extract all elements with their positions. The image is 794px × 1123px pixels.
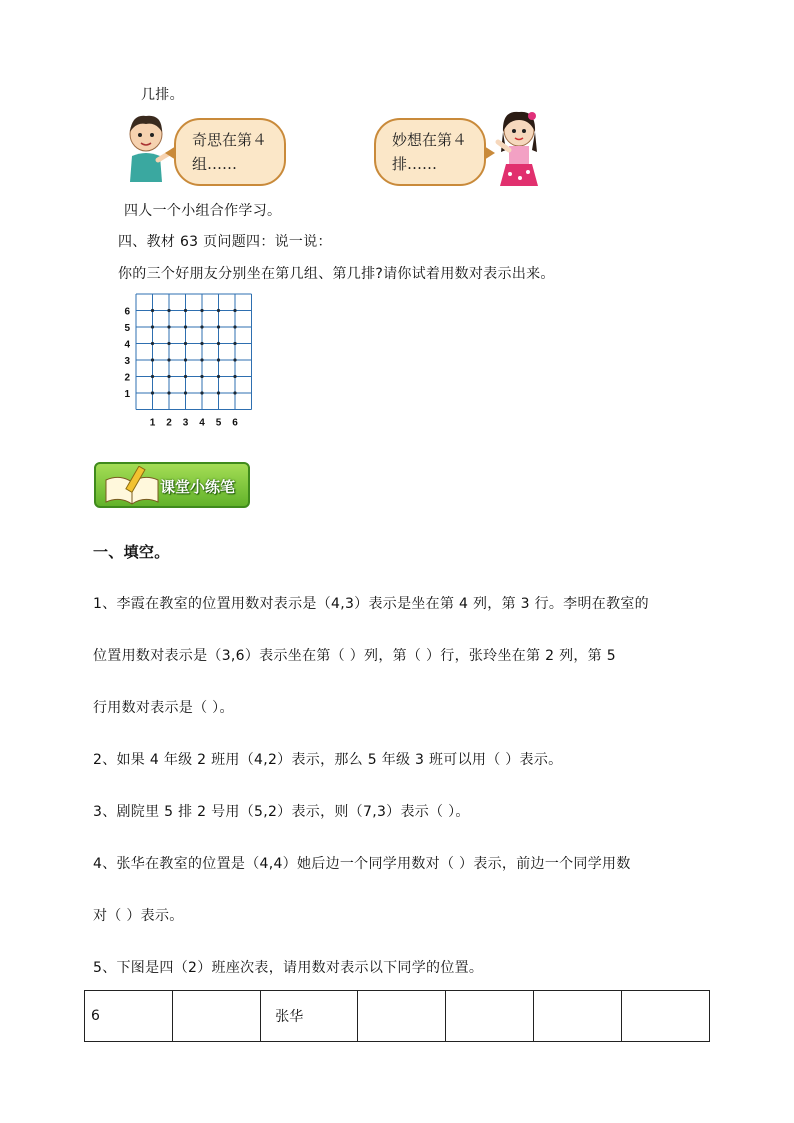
table-cell [173, 991, 261, 1042]
boy-illustration [122, 112, 170, 182]
grid-point [217, 325, 220, 328]
practice-banner [94, 462, 250, 508]
x-tick-label: 2 [166, 417, 172, 428]
grid-point [184, 391, 187, 394]
question-2: 2、如果 4 年级 2 班用（4,2）表示，那么 5 年级 3 班可以用（ ）表示。 [93, 752, 563, 768]
coordinate-grid [110, 290, 270, 428]
fill-in-heading: 一、填空。 [93, 543, 170, 561]
grid-point [233, 358, 236, 361]
grid-point [167, 358, 170, 361]
x-tick-label: 6 [232, 417, 238, 428]
book-pencil-icon [102, 466, 162, 506]
grid-point [233, 375, 236, 378]
grid-point [184, 358, 187, 361]
grid-point [217, 375, 220, 378]
grid-point [167, 391, 170, 394]
question-4-line-1: 4、张华在教室的位置是（4,4）她后边一个同学用数对（ ）表示，前边一个同学用数 [93, 856, 631, 872]
grid-point [167, 325, 170, 328]
question-1-line-1: 1、李霞在教室的位置用数对表示是（4,3）表示是坐在第 4 列，第 3 行。李明在教室的 [93, 596, 649, 612]
question-5: 5、下图是四（2）班座次表，请用数对表示以下同学的位置。 [93, 960, 484, 976]
table-cell [357, 991, 445, 1042]
grid-point [217, 391, 220, 394]
question-1-line-2: 位置用数对表示是（3,6）表示坐在第（ ）列，第（ ）行，张玲坐在第 2 列，第 5 [93, 648, 616, 664]
grid-point [233, 342, 236, 345]
y-tick-label: 1 [124, 389, 130, 400]
x-tick-label: 4 [199, 417, 205, 428]
section4-title: 四、教材 63 页问题四：说一说： [118, 234, 332, 250]
y-tick-label: 2 [124, 372, 130, 384]
table-cell: 6 [85, 991, 173, 1042]
top-text: 几排。 [141, 87, 184, 103]
grid-point [233, 309, 236, 312]
grid-point [167, 342, 170, 345]
speech-bubble-qisi: 奇思在第４组…… [174, 118, 286, 186]
grid-point [184, 325, 187, 328]
grid-point [233, 325, 236, 328]
grid-point [167, 375, 170, 378]
question-4-line-2: 对（ ）表示。 [93, 908, 184, 924]
question-1-line-3: 行用数对表示是（ ）。 [93, 700, 234, 716]
girl-illustration [494, 106, 544, 188]
table-cell [621, 991, 709, 1042]
x-tick-label: 1 [149, 417, 156, 428]
grid-point [151, 342, 154, 345]
y-tick-label: 4 [124, 339, 130, 351]
grid-point [151, 375, 154, 378]
y-tick-label: 6 [124, 306, 130, 318]
grid-point [200, 391, 203, 394]
grid-point [151, 391, 154, 394]
y-tick-label: 5 [124, 323, 130, 334]
grid-point [233, 391, 236, 394]
grid-point [200, 342, 203, 345]
grid-point [184, 309, 187, 312]
grid-point [200, 358, 203, 361]
x-tick-label: 3 [182, 417, 189, 428]
banner-label: 课堂小练笔 [160, 478, 236, 496]
seating-table [84, 990, 710, 1042]
y-tick-label: 3 [124, 356, 130, 367]
table-cell [533, 991, 621, 1042]
grid-point [217, 342, 220, 345]
grid-point [151, 358, 154, 361]
grid-point [184, 375, 187, 378]
grid-point [200, 325, 203, 328]
table-cell: 张华 [261, 991, 357, 1042]
grid-point [151, 309, 154, 312]
table-row [85, 991, 710, 1042]
group-study-text: 四人一个小组合作学习。 [124, 203, 282, 219]
grid-point [151, 325, 154, 328]
section4-question: 你的三个好朋友分别坐在第几组、第几排?请你试着用数对表示出来。 [118, 266, 555, 282]
grid-point [217, 309, 220, 312]
speech-bubble-miaoxiang: 妙想在第４排…… [374, 118, 486, 186]
grid-point [167, 309, 170, 312]
table-cell [445, 991, 533, 1042]
grid-point [217, 358, 220, 361]
x-tick-label: 5 [215, 417, 222, 428]
grid-point [184, 342, 187, 345]
grid-point [200, 375, 203, 378]
question-3: 3、剧院里 5 排 2 号用（5,2）表示，则（7,3）表示（ ）。 [93, 804, 470, 820]
grid-point [200, 309, 203, 312]
